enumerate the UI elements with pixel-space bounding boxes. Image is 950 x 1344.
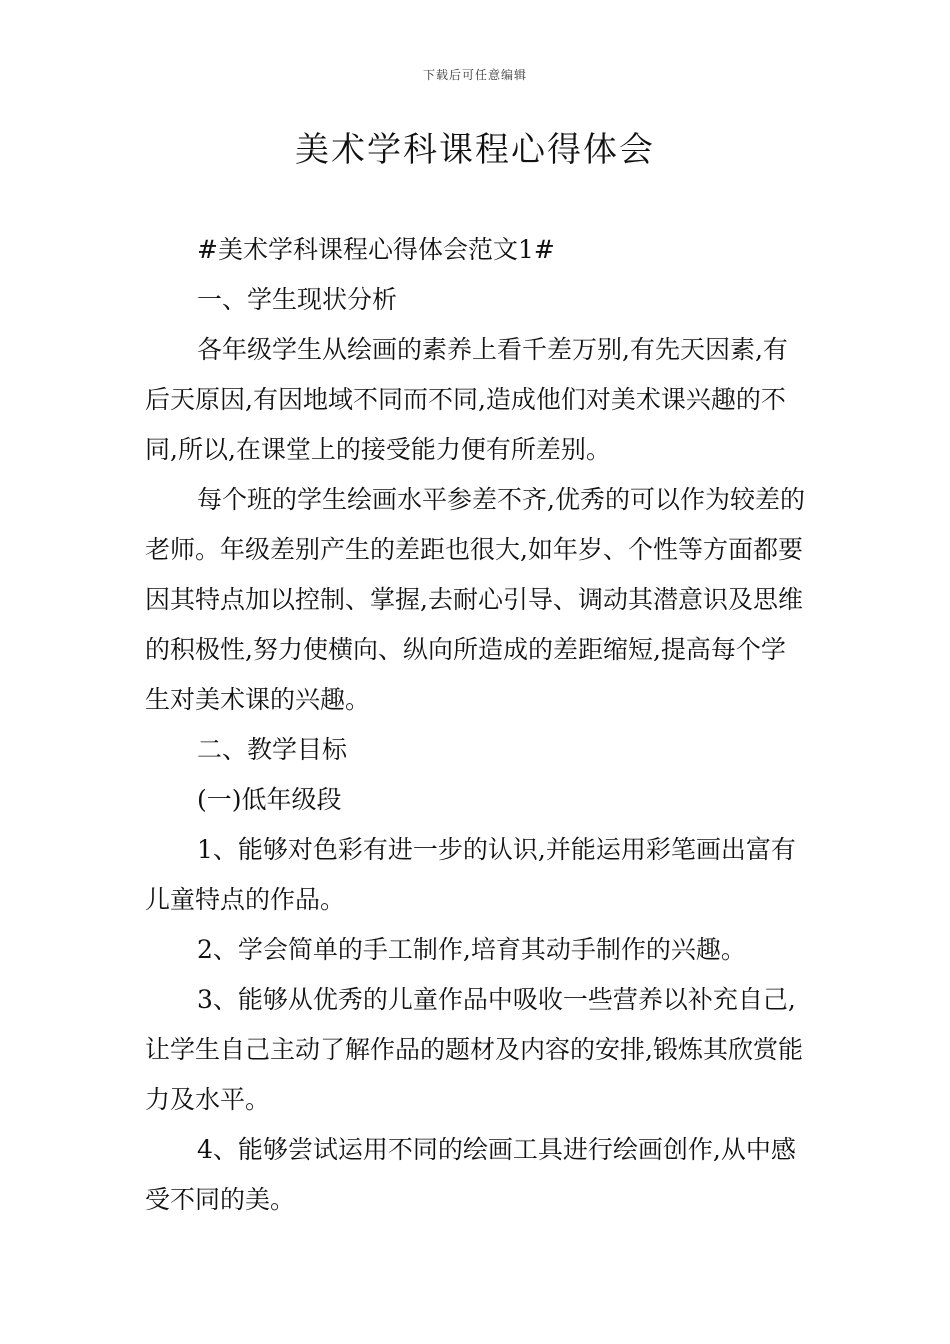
paragraph: 每个班的学生绘画水平参差不齐,优秀的可以作为较差的老师。年级差别产生的差距也很大,如年岁、个性等方面都要因其特点加以控制、掌握,去耐心引导、调动其潜意识及思维的积极性,努力使横向、纵向所造成的差距缩短,提高每个学生对美术课的兴趣。: [145, 485, 805, 714]
section-heading-2: 二、教学目标: [197, 735, 348, 764]
section-heading-1: 一、学生现状分析: [197, 285, 398, 314]
list-item: 1、能够对色彩有进一步的认识,并能运用彩笔画出富有儿童特点的作品。: [145, 835, 796, 914]
document-body: [145, 225, 810, 1225]
header-note: 下载后可任意编辑: [422, 68, 527, 82]
paragraph: 各年级学生从绘画的素养上看千差万别,有先天因素,有后天原因,有因地域不同而不同,造成他们对美术课兴趣的不同,所以,在课堂上的接受能力便有所差别。: [145, 335, 788, 464]
subsection-heading: (一)低年级段: [197, 785, 342, 814]
paragraph-subtitle: #美术学科课程心得体会范文1#: [197, 235, 555, 264]
list-item: 3、能够从优秀的儿童作品中吸收一些营养以补充自己,让学生自己主动了解作品的题材及内容的安排,锻炼其欣赏能力及水平。: [145, 985, 803, 1114]
list-item: 4、能够尝试运用不同的绘画工具进行绘画创作,从中感受不同的美。: [145, 1135, 796, 1214]
list-item: 2、学会简单的手工制作,培育其动手制作的兴趣。: [197, 935, 746, 964]
document-title: 美术学科课程心得体会: [295, 130, 655, 170]
